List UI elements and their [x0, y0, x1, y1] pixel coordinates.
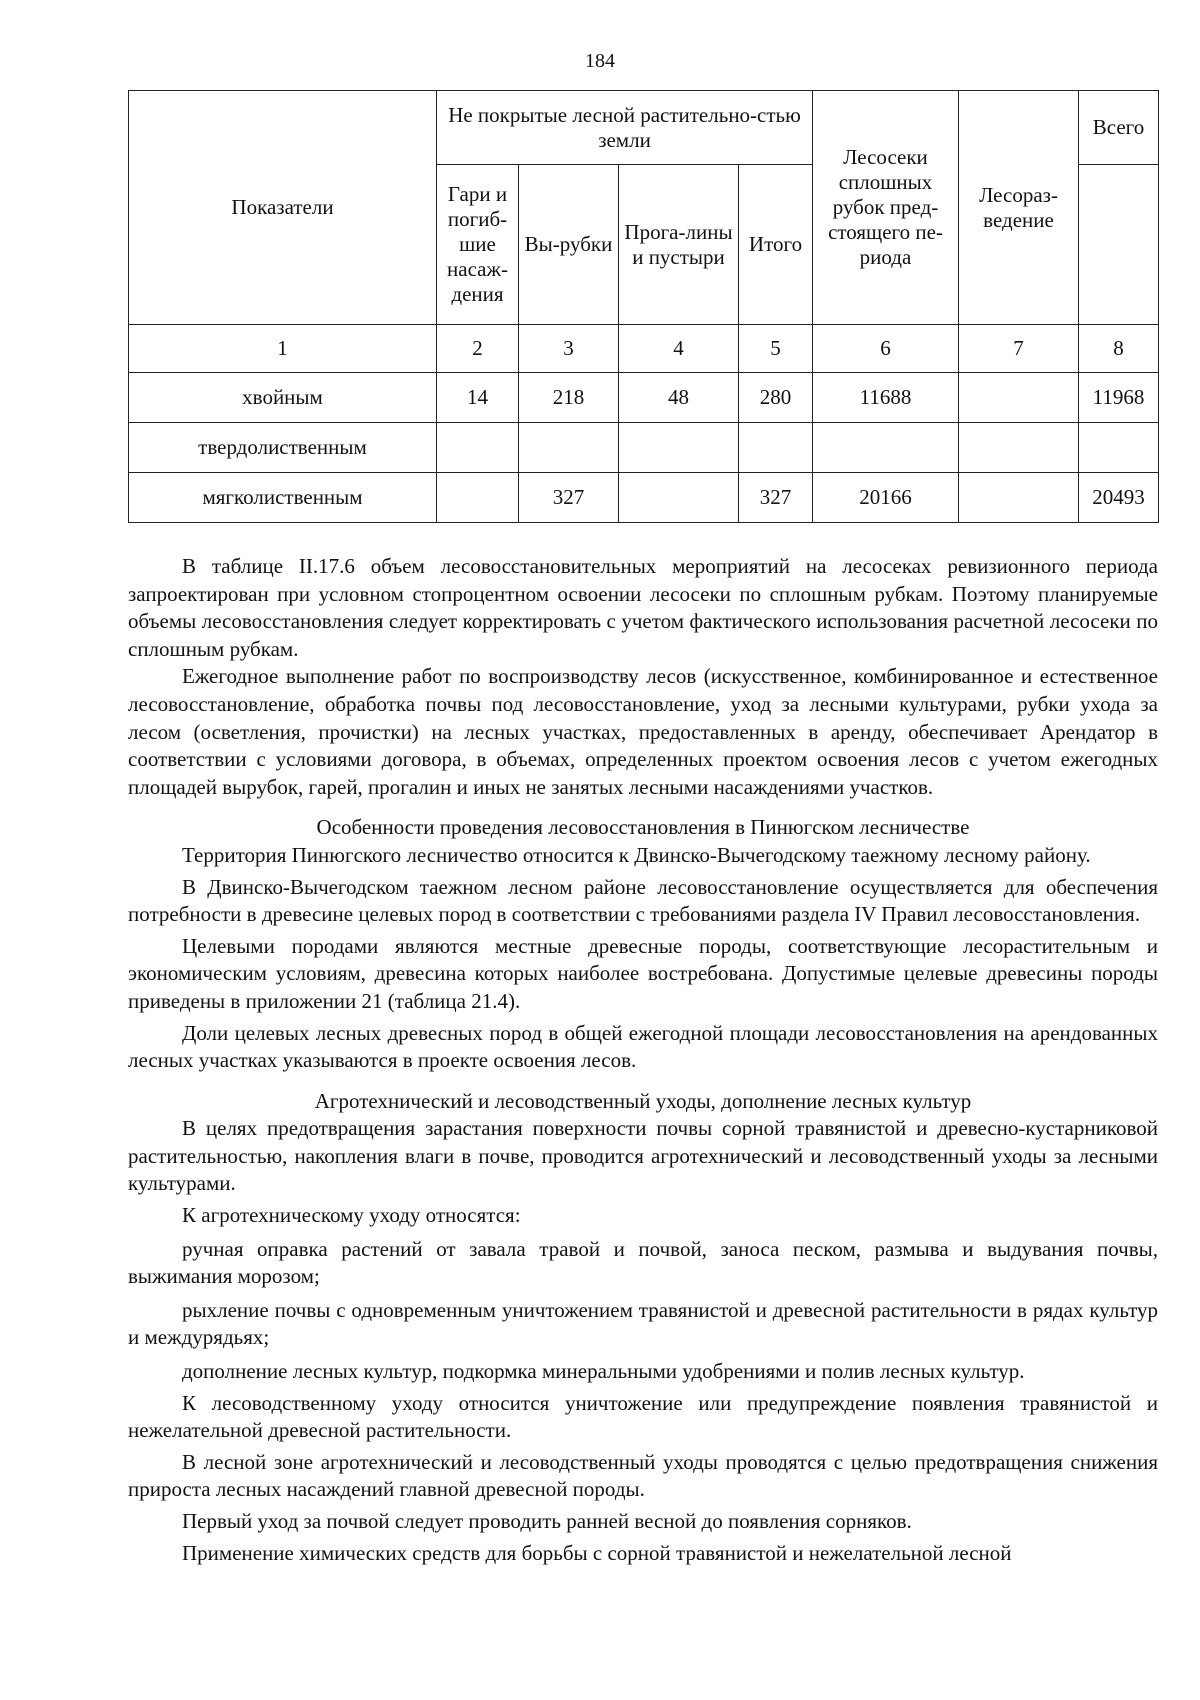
- table-cell: [437, 423, 519, 473]
- paragraph: дополнение лесных культур, подкормка минеральными удобрениями и полив лесных культур.: [182, 1359, 1025, 1384]
- paragraph: К лесоводственному уходу относится уничтожение или предупреждение появления травянистой и нежелательной древесной растительности.: [128, 1390, 1158, 1443]
- header-indicators: Показатели: [129, 91, 437, 325]
- table-cell: [959, 423, 1079, 473]
- paragraph: ручная оправка растений от завала травой и почвой, заноса песком, размыва и выдувания почвы, выжимания морозом;: [128, 1236, 1158, 1289]
- table-cell: 218: [519, 373, 619, 423]
- section-heading: Агротехнический и лесоводственный уходы, дополнение лесных культур: [314, 1088, 972, 1113]
- header-glades: Прога-лины и пустыри: [619, 165, 739, 325]
- paragraph: Применение химических средств для борьбы с сорной травянистой и нежелательной лесной: [182, 1540, 1012, 1565]
- header-burnt-areas: Гари и погиб-шие насаж-дения: [437, 165, 519, 325]
- table-cell: [959, 373, 1079, 423]
- paragraph: В целях предотвращения зарастания поверхности почвы сорной травянистой и древесно-кустарниковой растительностью, накопления влаги в почве, проводится агротехнический и лесоводственный уходы за лесными культурами.: [128, 1116, 1158, 1196]
- table-cell: твердолиственным: [129, 423, 437, 473]
- table-cell: [519, 423, 619, 473]
- header-cuttings: Вы-рубки: [519, 165, 619, 325]
- paragraph: Территория Пинюгского лесничество относится к Двинско-Вычегодскому таежному лесному району.: [182, 842, 1091, 867]
- column-number: 5: [739, 325, 813, 373]
- table-cell: 327: [739, 473, 813, 523]
- column-number: 7: [959, 325, 1079, 373]
- header-forest-breeding: Лесораз-ведение: [959, 91, 1079, 325]
- paragraph: Ежегодное выполнение работ по воспроизводству лесов (искусственное, комбинированное и естественное лесовосстановление, обработка почвы под лесовосстановление, уход за лесными культурами, рубки ухода за лесом (осветления, прочистки) на лесных участках, предоставленных в аренду, обеспечивает Арендатор в соответствии с условиями договора, в объемах, определенных проектом освоения лесов с учетом ежегодных площадей вырубок, гарей, прогалин и иных не занятых лесными насаждениями участков.: [128, 664, 1158, 799]
- column-number: 2: [437, 325, 519, 373]
- table-cell: мягколиственным: [129, 473, 437, 523]
- column-number: 6: [813, 325, 959, 373]
- table-cell: 48: [619, 373, 739, 423]
- paragraph: Целевыми породами являются местные древесные породы, соответствующие лесорастительным и экономическим условиям, древесина которых наиболее востребована. Допустимые целевые древесины породы приведены в приложении 21 (таблица 21.4).: [128, 933, 1158, 1013]
- table-cell: [619, 423, 739, 473]
- body-text: [128, 553, 1158, 1567]
- header-total-blank: [1079, 165, 1159, 325]
- table-cell: 327: [519, 473, 619, 523]
- forest-restoration-table: [128, 90, 1159, 523]
- table-cell: [813, 423, 959, 473]
- table-cell: 20493: [1079, 473, 1159, 523]
- paragraph: К агротехническому уходу относятся:: [182, 1203, 521, 1228]
- table-cell: 20166: [813, 473, 959, 523]
- table-cell: [959, 473, 1079, 523]
- paragraph: Первый уход за почвой следует проводить ранней весной до появления сорняков.: [182, 1509, 912, 1533]
- table-cell: хвойным: [129, 373, 437, 423]
- header-non-forested-land: Не покрытые лесной растительно-стью земли: [437, 91, 813, 165]
- table-cell: 11968: [1079, 373, 1159, 423]
- column-number: 8: [1079, 325, 1159, 373]
- header-subtotal: Итого: [739, 165, 813, 325]
- table-row-coniferous: [129, 373, 1159, 423]
- table-cell: [1079, 423, 1159, 473]
- table-cell: [619, 473, 739, 523]
- section-heading: Особенности проведения лесовосстановления в Пинюгском лесничестве: [316, 815, 970, 840]
- column-number: 1: [129, 325, 437, 373]
- table-cell: 11688: [813, 373, 959, 423]
- table-cell: [739, 423, 813, 473]
- paragraph: В таблице II.17.6 объем лесовосстановительных мероприятий на лесосеках ревизионного периода запроектирован при условном стопроцентном освоении лесосеки по сплошным рубкам. Поэтому планируемые объемы лесовосстановления следует корректировать с учетом фактического использования расчетной лесосеки по сплошным рубкам.: [128, 554, 1158, 661]
- header-total: Всего: [1079, 91, 1159, 165]
- column-number: 4: [619, 325, 739, 373]
- table-cell: 14: [437, 373, 519, 423]
- column-number: 3: [519, 325, 619, 373]
- paragraph: В Двинско-Вычегодском таежном лесном районе лесовосстановление осуществляется для обеспечения потребности в древесине целевых пород в соответствии с требованиями раздела IV Правил лесовосстановления.: [128, 874, 1158, 927]
- table-row-hardwood: [129, 423, 1159, 473]
- header-felling-sites: Лесосеки сплошных рубок пред-стоящего пе-риода: [813, 91, 959, 325]
- column-numbers-row: [129, 325, 1159, 373]
- paragraph: В лесной зоне агротехнический и лесоводственный уходы проводятся с целью предотвращения снижения прироста лесных насаждений главной древесной породы.: [128, 1449, 1158, 1502]
- paragraph: Доли целевых лесных древесных пород в общей ежегодной площади лесовосстановления на арендованных лесных участках указываются в проекте освоения лесов.: [128, 1020, 1158, 1073]
- table-cell: 280: [739, 373, 813, 423]
- table-cell: [437, 473, 519, 523]
- table-row-softwood: [129, 473, 1159, 523]
- paragraph: рыхление почвы с одновременным уничтожением травянистой и древесной растительности в рядах культур и междурядьях;: [128, 1297, 1158, 1350]
- page-number: 184: [585, 50, 615, 72]
